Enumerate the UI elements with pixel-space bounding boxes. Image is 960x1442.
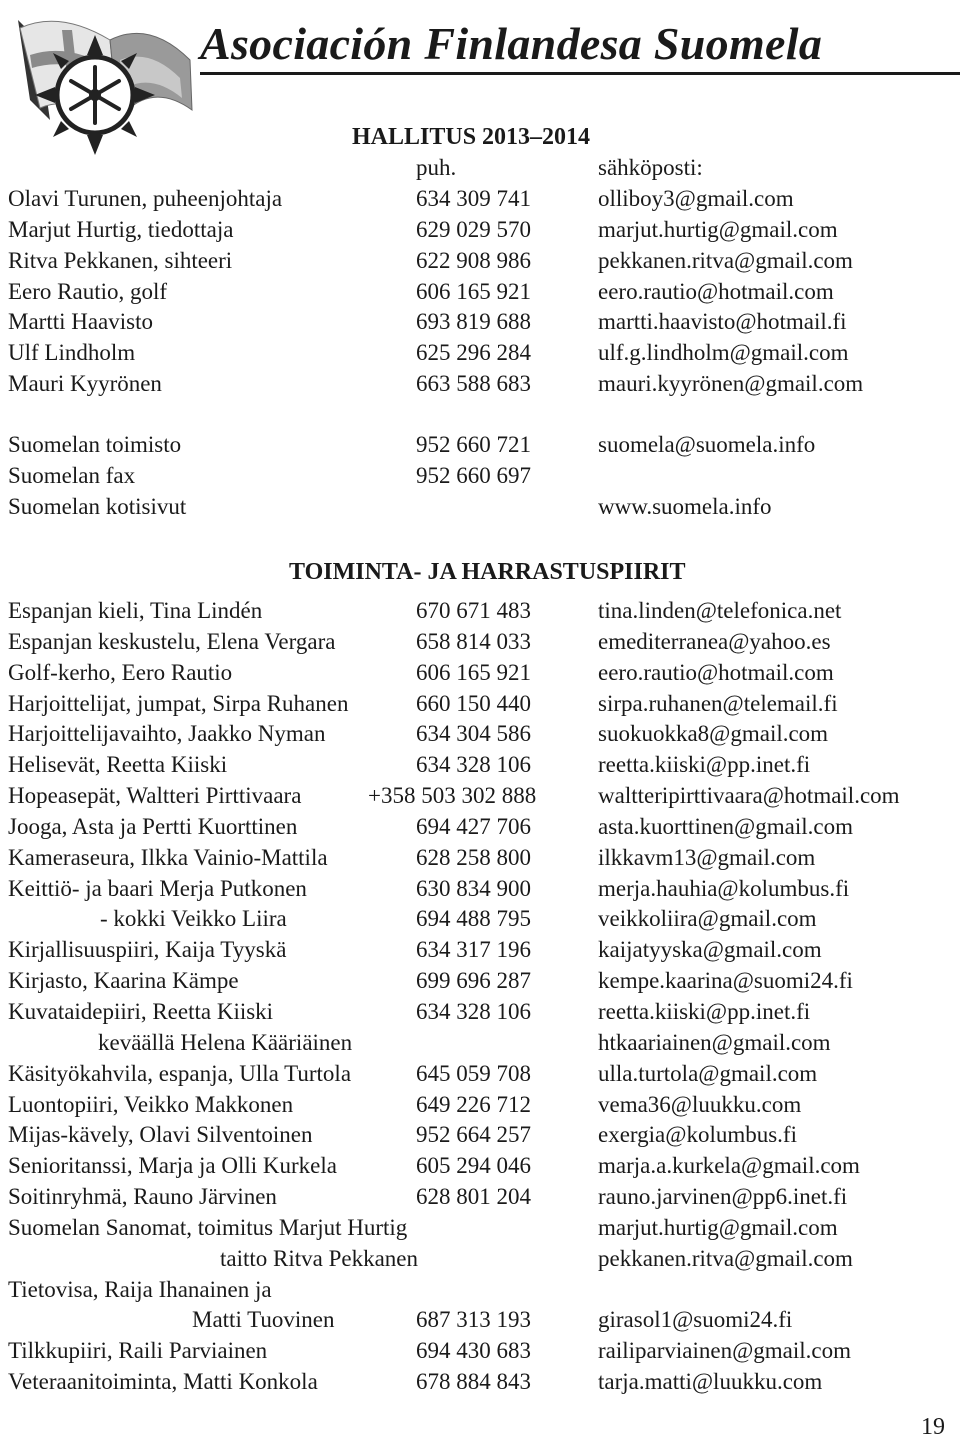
contact-name: Kuvataidepiiri, Reetta Kiiski [8, 998, 274, 1024]
contact-email: reetta.kiiski@pp.inet.fi [598, 752, 811, 778]
list-item [0, 627, 960, 658]
contact-name: Suomelan Sanomat, toimitus Marjut Hurtig [8, 1214, 408, 1240]
contact-email: olliboy3@gmail.com [598, 186, 794, 211]
contact-email: tina.linden@telefonica.net [598, 598, 842, 623]
contact-name: Käsityökahvila, espanja, Ulla Turtola [8, 1060, 352, 1086]
contact-phone: 630 834 900 [416, 875, 531, 901]
contact-name: Hopeasepät, Waltteri Pirttivaara [8, 783, 302, 809]
contact-phone: 694 427 706 [416, 813, 531, 839]
list-item [0, 1305, 960, 1336]
list-item [0, 935, 960, 966]
list-item [0, 246, 960, 277]
contact-email: pekkanen.ritva@gmail.com [598, 1245, 853, 1271]
contact-email: kaijatyyska@gmail.com [598, 937, 822, 963]
list-item [0, 1090, 960, 1121]
list-item [0, 430, 960, 461]
list-item [0, 689, 960, 720]
list-item [0, 369, 960, 400]
contact-email: tarja.matti@luukku.com [598, 1369, 823, 1395]
contact-name: Keittiö- ja baari Merja Putkonen [8, 875, 307, 901]
contact-phone: 628 258 800 [416, 844, 531, 870]
contact-phone: 606 165 921 [416, 659, 531, 685]
list-item [0, 874, 960, 905]
contact-phone: 634 328 106 [416, 998, 531, 1024]
contact-name: Marjut Hurtig, tiedottaja [8, 216, 234, 242]
contact-email: exergia@kolumbus.fi [598, 1122, 797, 1148]
contact-email: veikkoliira@gmail.com [598, 906, 817, 932]
list-item [0, 1336, 960, 1367]
contact-email: merja.hauhia@kolumbus.fi [598, 875, 850, 901]
contact-phone: +358 503 302 888 [368, 783, 537, 809]
contact-phone: 670 671 483 [416, 598, 531, 623]
list-item [0, 1213, 960, 1244]
contact-name: Kameraseura, Ilkka Vainio-Mattila [8, 844, 328, 870]
contact-name: Tilkkupiiri, Raili Parviainen [8, 1338, 268, 1364]
contact-name: Kirjallisuuspiiri, Kaija Tyyskä [8, 937, 287, 963]
contact-name: Suomelan fax [8, 462, 136, 488]
contact-phone: 658 814 033 [416, 628, 531, 654]
contact-name: Veteraanitoiminta, Matti Konkola [8, 1369, 318, 1395]
contact-phone: 634 328 106 [416, 752, 531, 778]
list-item [0, 781, 960, 812]
contact-phone: 629 029 570 [416, 216, 531, 242]
contact-email: www.suomela.info [598, 493, 772, 519]
circles-heading: TOIMINTA- JA HARRASTUSPIIRIT [289, 559, 686, 585]
contact-name: Eero Rautio, golf [8, 278, 168, 304]
list-item [0, 461, 960, 492]
list-item [0, 1182, 960, 1213]
list-item [0, 1151, 960, 1182]
snowflake-icon [35, 35, 155, 155]
contact-name: Espanjan kieli, Tina Lindén [8, 598, 263, 623]
contact-phone: 649 226 712 [416, 1091, 531, 1117]
contact-phone: 625 296 284 [416, 340, 531, 366]
contact-email: ilkkavm13@gmail.com [598, 844, 816, 870]
contact-email: eero.rautio@hotmail.com [598, 278, 834, 304]
list-item [0, 307, 960, 338]
contact-email: rauno.jarvinen@pp6.inet.fi [598, 1184, 848, 1210]
contact-name: Tietovisa, Raija Ihanainen ja [8, 1276, 272, 1302]
contact-name: Soitinryhmä, Rauno Järvinen [8, 1184, 277, 1210]
contact-name: Espanjan keskustelu, Elena Vergara [8, 628, 336, 654]
list-item [0, 1244, 960, 1275]
list-item [0, 1028, 960, 1059]
board-list [0, 184, 960, 400]
contact-phone: 660 150 440 [416, 690, 531, 716]
contact-name: Suomelan kotisivut [8, 493, 187, 519]
list-item [0, 492, 960, 523]
contact-phone: 628 801 204 [416, 1184, 531, 1210]
list-item [0, 843, 960, 874]
contact-phone: 693 819 688 [416, 309, 531, 335]
contact-phone: 622 908 986 [416, 247, 531, 273]
page-number: 19 [921, 1414, 945, 1440]
contact-phone: 952 660 697 [416, 462, 531, 488]
page-title: Asociación Finlandesa Suomela [200, 18, 823, 69]
contact-email: railiparviainen@gmail.com [598, 1338, 852, 1364]
contact-phone: 678 884 843 [416, 1369, 531, 1395]
email-column-header: sähköposti: [598, 155, 703, 180]
list-item [0, 596, 960, 627]
contact-email: marjut.hurtig@gmail.com [598, 1214, 838, 1240]
contact-phone: 634 304 586 [416, 721, 531, 747]
contact-name: taitto Ritva Pekkanen [220, 1245, 419, 1271]
contact-name: - kokki Veikko Liira [100, 906, 287, 932]
contact-name: Harjoittelijavaihto, Jaakko Nyman [8, 721, 326, 747]
list-item [0, 997, 960, 1028]
contact-name: Luontopiiri, Veikko Makkonen [8, 1091, 294, 1117]
list-item [0, 338, 960, 369]
contact-name: Olavi Turunen, puheenjohtaja [8, 186, 283, 211]
contact-email: kempe.kaarina@suomi24.fi [598, 968, 853, 994]
contact-name: Mauri Kyyrönen [8, 371, 162, 397]
contact-name: Jooga, Asta ja Pertti Kuorttinen [8, 813, 298, 839]
list-item [0, 966, 960, 997]
list-item [0, 750, 960, 781]
contact-email: suomela@suomela.info [598, 432, 816, 457]
contact-phone: 694 430 683 [416, 1338, 531, 1364]
list-item [0, 215, 960, 246]
list-item [0, 1367, 960, 1398]
contact-email: marja.a.kurkela@gmail.com [598, 1153, 860, 1179]
contact-email: suokuokka8@gmail.com [598, 721, 829, 747]
contact-name: Helisevät, Reetta Kiiski [8, 752, 228, 778]
contact-phone: 952 660 721 [416, 432, 531, 457]
contact-phone: 634 317 196 [416, 937, 531, 963]
list-item [0, 277, 960, 308]
list-item [0, 812, 960, 843]
contact-name: keväällä Helena Kääriäinen [98, 1029, 353, 1055]
contact-email: sirpa.ruhanen@telemail.fi [598, 690, 838, 716]
contact-name: Golf-kerho, Eero Rautio [8, 659, 233, 685]
contact-name: Senioritanssi, Marja ja Olli Kurkela [8, 1153, 337, 1179]
contact-name: Matti Tuovinen [192, 1307, 335, 1333]
list-item [0, 1059, 960, 1090]
list-item [0, 719, 960, 750]
contact-name: Martti Haavisto [8, 309, 153, 335]
contact-email: reetta.kiiski@pp.inet.fi [598, 998, 811, 1024]
office-list [0, 430, 960, 523]
contact-phone: 687 313 193 [416, 1307, 531, 1333]
contact-email: waltteripirttivaara@hotmail.com [598, 783, 900, 809]
contact-email: ulla.turtola@gmail.com [598, 1060, 818, 1086]
contact-email: pekkanen.ritva@gmail.com [598, 247, 853, 273]
contact-phone: 605 294 046 [416, 1153, 531, 1179]
contact-name: Mijas-kävely, Olavi Silventoinen [8, 1122, 313, 1148]
list-item [0, 904, 960, 935]
board-heading: HALLITUS 2013–2014 [352, 124, 591, 150]
list-item [0, 1120, 960, 1151]
contact-phone: 606 165 921 [416, 278, 531, 304]
flags-snowflake-logo [0, 0, 200, 200]
contact-email: marjut.hurtig@gmail.com [598, 216, 838, 242]
contact-name: Kirjasto, Kaarina Kämpe [8, 968, 239, 994]
contact-name: Ulf Lindholm [8, 340, 136, 366]
phone-column-header: puh. [416, 155, 457, 180]
circles-list [0, 596, 960, 1398]
contact-email: mauri.kyyrönen@gmail.com [598, 371, 864, 397]
contact-name: Ritva Pekkanen, sihteeri [8, 247, 233, 273]
title-rule [200, 72, 960, 75]
contact-email: eero.rautio@hotmail.com [598, 659, 834, 685]
contact-email: vema36@luukku.com [598, 1091, 802, 1117]
contact-phone: 699 696 287 [416, 968, 531, 994]
contact-phone: 663 588 683 [416, 371, 531, 397]
contact-email: asta.kuorttinen@gmail.com [598, 813, 853, 839]
contact-email: martti.haavisto@hotmail.fi [598, 309, 847, 335]
contact-email: ulf.g.lindholm@gmail.com [598, 340, 849, 366]
contact-phone: 645 059 708 [416, 1060, 531, 1086]
contact-email: emediterranea@yahoo.es [598, 628, 831, 654]
contact-email: htkaariainen@gmail.com [598, 1029, 831, 1055]
list-item [0, 184, 960, 215]
contact-email: girasol1@suomi24.fi [598, 1307, 793, 1333]
list-item [0, 658, 960, 689]
contact-name: Harjoittelijat, jumpat, Sirpa Ruhanen [8, 690, 349, 716]
list-item [0, 1275, 960, 1306]
contact-phone: 634 309 741 [416, 186, 531, 211]
contact-phone: 952 664 257 [416, 1122, 531, 1148]
contact-name: Suomelan toimisto [8, 432, 182, 457]
contact-phone: 694 488 795 [416, 906, 531, 932]
